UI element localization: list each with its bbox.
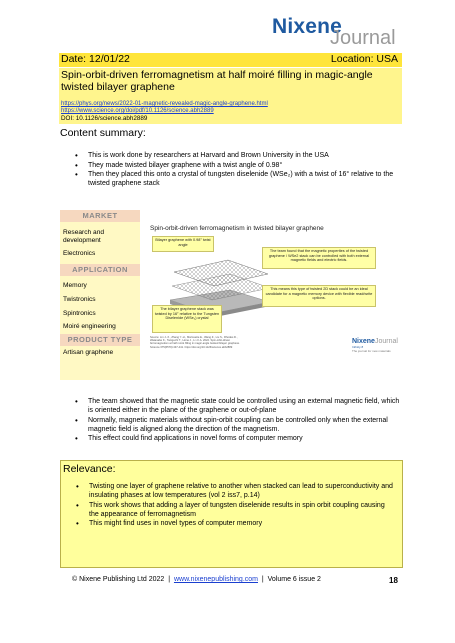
list-item: • Then they placed this onto a crystal of tungsten diselenide (WSe₂) with a twist of 16° relative to the twisted graphene stack <box>75 170 400 188</box>
market-item: Electronics <box>63 250 96 257</box>
application-item: Spintronics <box>63 310 96 317</box>
figure-title: Spin-orbit-driven ferromagnetism in twisted bilayer graphene <box>150 225 324 232</box>
product-item: Artisan graphene <box>63 349 114 356</box>
callout-magnetic-control: The team found that the magnetic properties of the twisted graphene / WSe2 stack can be controlled with both external magnetic fields and electric fields. <box>262 247 376 269</box>
callout-memory-device: This means this type of twisted 2D stack could be an ideal candidate for a magnetic memory device with flexible read/write options. <box>262 285 376 307</box>
footer-volume: Volume 6 issue 2 <box>267 576 321 583</box>
header-bar <box>59 53 402 67</box>
content-summary-heading: Content summary: <box>60 127 146 139</box>
callout-bilayer-graphene: Bilayer graphene with 0.98° twist angle <box>152 236 214 252</box>
article-title: Spin-orbit-driven ferromagnetism at half moiré filling in magic-angle twisted bilayer graphene <box>61 69 373 93</box>
date-label: Date: 12/01/22 <box>61 53 130 65</box>
relevance-box <box>60 460 403 568</box>
application-item: Memory <box>63 282 87 289</box>
doi-label: DOI: 10.1126/science.abh2889 <box>61 115 148 122</box>
summary-bullet-list <box>75 151 400 189</box>
footer-separator: | <box>168 576 171 583</box>
list-item: • The team showed that the magnetic state could be controlled using an external magnetic field, which is oriented either in the plane of the graphene or out-of-plane <box>75 397 405 415</box>
market-side-panel <box>60 210 140 380</box>
callout-tungsten-diselenide: The bilayer graphene stack was twisted by 16° relative to the Tungsten Diselenide (WSe₂) crystal <box>152 305 222 333</box>
figure-source: Source: Lin J.-X., Zhang Y.-H., Morissette E., Wang Z., Liu S., Rhodes D., Watanabe K., Taniguchi T., Hone J., Li J.I.A. 2022. Spin-orbit-driven ferromagnetism at half moiré filling in magic-angle twisted bilayer graphene. Science 375(6579):437-441. https://doi.org/10.1126/science.abh2889 <box>150 336 240 349</box>
list-item: • Twisting one layer of graphene relative to another when stacked can lead to superconductivity and insulating phases at low temperatures (vol 2 iss7, p.14) <box>76 482 394 500</box>
market-heading: MARKET <box>60 210 140 222</box>
location-label: Location: USA <box>330 53 398 65</box>
list-item: • This might find uses in novel types of computer memory <box>76 519 394 528</box>
footer-text <box>72 576 321 583</box>
market-item: Research and development <box>63 229 105 244</box>
journal-logo <box>272 15 412 51</box>
figure-logo-suffix: Journal <box>374 338 398 345</box>
footer-site-link[interactable]: www.nixenepublishing.com <box>173 576 258 583</box>
application-item: Twistronics <box>63 296 96 303</box>
source-link-science[interactable]: https://www.science.org/doi/pdf/10.1126/science.abh2889 <box>61 108 214 114</box>
figure-logo-brand: Nixene <box>352 338 375 345</box>
findings-bullet-list <box>75 397 405 444</box>
product-type-heading: PRODUCT TYPE <box>60 334 140 346</box>
application-item: Moiré engineering <box>63 323 116 330</box>
list-item: • This is work done by researchers at Harvard and Brown University in the USA <box>75 151 400 160</box>
footer-separator: | <box>261 576 264 583</box>
figure-logo-tagline: The journal for new materials <box>352 349 391 353</box>
relevance-bullet-list <box>76 482 394 529</box>
footer-copyright: © Nixene Publishing Ltd 2022 <box>72 576 165 583</box>
list-item: • Normally, magnetic materials without spin-orbit coupling can be controlled only when the external magnetic field is aligned along the direction of the magnetism. <box>75 416 405 434</box>
figure-logo-sub: Infinity 8 <box>352 345 364 349</box>
list-item: • This effect could find applications in novel forms of computer memory <box>75 434 405 443</box>
source-link-phys-org[interactable]: https://phys.org/news/2022-01-magnetic-revealed-magic-angle-graphene.html <box>61 101 268 107</box>
application-heading: APPLICATION <box>60 264 140 276</box>
logo-brand: Nixene <box>272 15 343 38</box>
page-number: 18 <box>389 576 398 585</box>
list-item: • This work shows that adding a layer of tungsten diselenide results in spin orbit coupling causing the appearance of ferromagnetism <box>76 501 394 519</box>
figure-logo <box>352 338 412 353</box>
logo-suffix: Journal <box>330 27 396 49</box>
relevance-heading: Relevance: <box>63 463 116 475</box>
article-title-box <box>59 68 402 124</box>
list-item: • They made twisted bilayer graphene with a twist angle of 0.98° <box>75 161 400 170</box>
